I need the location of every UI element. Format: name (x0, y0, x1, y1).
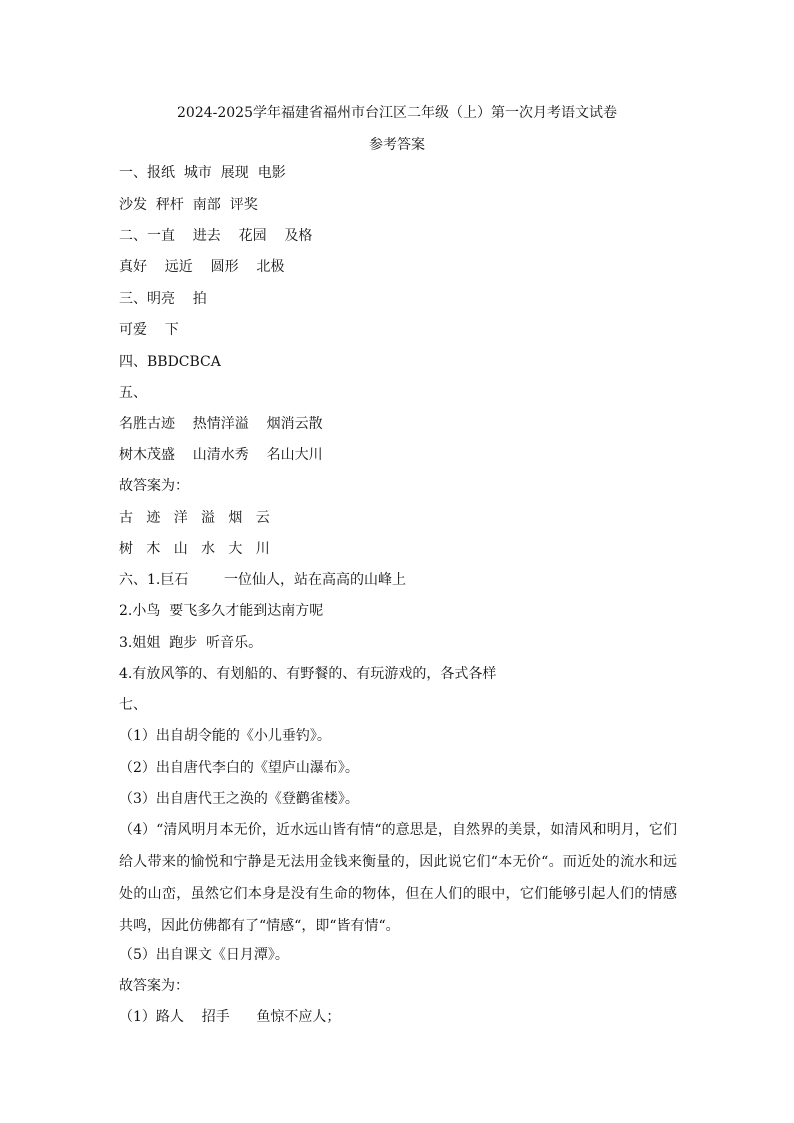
answer-line-6-2: 2.小鸟 要飞多久才能到达南方呢 (119, 603, 324, 619)
answer-line-7-2: （2）出自唐代李白的《望庐山瀑布》。 (119, 760, 359, 776)
answer-line-6-4: 4.有放风筝的、有划船的、有野餐的、有玩游戏的，各式各样 (119, 666, 497, 682)
answer-line-4: 四、BBDCBCA (119, 354, 221, 370)
answer-line-2-2: 真好 远近 圆形 北极 (119, 259, 285, 275)
answer-line-6-3: 3.姐姐 跑步 听音乐。 (119, 635, 263, 651)
answer-line-3-1: 三、明亮 拍 (119, 291, 207, 307)
answer-line-5-heading: 五、 (119, 385, 147, 401)
answer-line-7-answer-1: （1）路人 招手 鱼惊不应人； (119, 1009, 341, 1025)
answer-line-5-2: 树木茂盛 山清水秀 名山大川 (119, 447, 323, 463)
answer-line-7-conclusion: 故答案为： (119, 978, 189, 994)
answer-line-3-2: 可爱 下 (119, 322, 179, 338)
answer-line-7-3: （3）出自唐代王之涣的《登鹳雀楼》。 (119, 791, 359, 807)
answer-line-2-1: 二、一直 进去 花园 及格 (119, 228, 313, 244)
answer-line-5-4: 古 迹 洋 溢 烟 云 (119, 510, 270, 526)
answer-line-1-1: 一、报纸 城市 展现 电影 (119, 165, 286, 181)
answer-line-6-1: 六、1.巨石 一位仙人，站在高高的山峰上 (119, 572, 406, 588)
document-subtitle: 参考答案 (369, 137, 425, 153)
answer-line-1-2: 沙发 秤杆 南部 评奖 (119, 197, 258, 213)
answer-line-7-5: （5）出自课文《日月潭》。 (119, 947, 289, 963)
document-title: 2024-2025学年福建省福州市台江区二年级（上）第一次月考语文试卷 (177, 105, 617, 121)
answer-line-5-5: 树 木 山 水 大 川 (119, 541, 270, 557)
answer-line-5-1: 名胜古迹 热情洋溢 烟消云散 (119, 416, 323, 432)
answer-line-5-3: 故答案为： (119, 478, 189, 494)
answer-paragraph-7-4: （4）“清风明月本无价，近水远山皆有情“的意思是，自然界的美景，如清风和明月，它们给人带来的愉悦和宁静是无法用金钱来衡量的，因此说它们“本无价“。而近处的流水和远处的山峦，虽然它们本身是没有生命的物体，但在人们的眼中，它们能够引起人们的情感共鸣，因此仿佛都有了“情感“，即“皆有情“。 (119, 822, 677, 934)
answer-line-7-1: （1）出自胡令能的《小儿垂钓》。 (119, 728, 331, 744)
answer-line-7-heading: 七、 (119, 697, 147, 713)
